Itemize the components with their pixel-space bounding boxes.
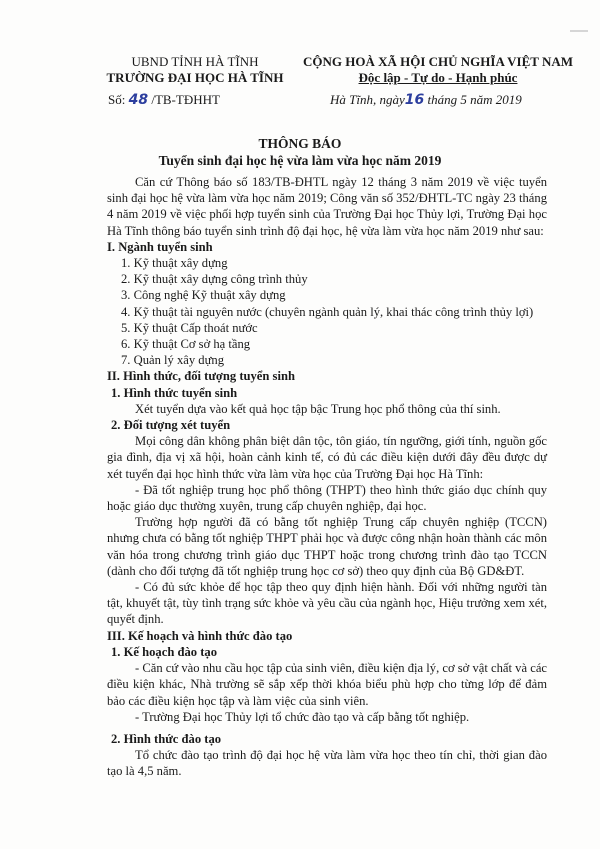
document-title: THÔNG BÁO xyxy=(258,136,342,151)
section-2-heading: II. Hình thức, đối tượng tuyển sinh xyxy=(107,369,295,384)
major-item: 1. Kỹ thuật xây dựng xyxy=(121,256,228,271)
training-form-paragraph: Tổ chức đào tạo trình độ đại học hệ vừa làm vừa học theo tín chỉ, thời gian đào tạo là 4,5 năm. xyxy=(107,748,547,779)
eligibility-paragraph: - Đã tốt nghiệp trung học phổ thông (THPT) theo hình thức giáo dục chính quy hoặc giáo dục thường xuyên, trung cấp chuyên nghiệp, đại học. xyxy=(107,482,547,514)
section-2-sub-1-heading: 1. Hình thức tuyển sinh xyxy=(111,385,238,400)
section-2-sub-1-text: Xét tuyển dựa vào kết quả học tập bậc Trung học phổ thông của thí sinh. xyxy=(135,401,501,416)
document-subtitle: Tuyển sinh đại học hệ vừa làm vừa học năm 2019 xyxy=(158,153,442,168)
intro-paragraph: Căn cứ Thông báo số 183/TB-ĐHTL ngày 12 tháng 3 năm 2019 về việc tuyển sinh đại học hệ vừa làm vừa học năm 2019; Công văn số 352/ĐHTL-TC ngày 23 tháng 4 năm 2019 về việc phối hợp tuyển sinh của Trường Đại học Thủy lợi, Trường Đại học Hà Tĩnh thông báo tuyển sinh trình độ đại học, hệ vừa làm vừa học năm 2019 như sau: xyxy=(107,175,547,238)
document-number-label: Số: xyxy=(108,92,126,107)
national-motto: Độc lập - Tự do - Hạnh phúc xyxy=(358,70,518,85)
section-1-heading: I. Ngành tuyển sinh xyxy=(107,239,213,254)
eligibility-paragraph: - Có đủ sức khỏe để học tập theo quy định hiện hành. Đối với những người tàn tật, khuyết tật, tùy tình trạng sức khỏe và yêu cầu của ngành học, Hiệu trưởng xem xét, quyết định. xyxy=(107,580,547,627)
national-title: CỘNG HOÀ XÃ HỘI CHỦ NGHĨA VIỆT NAM xyxy=(302,54,574,69)
training-plan-paragraph: - Căn cứ vào nhu cầu học tập của sinh viên, điều kiện địa lý, cơ sở vật chất và các điều kiện khác, Nhà trường sẽ sắp xếp thời khóa biểu phù hợp cho từng lớp để đảm bảo các điều kiện học tập và làm việc của sinh viên. xyxy=(107,661,547,708)
document-number-handwritten: 48 xyxy=(128,92,149,108)
major-item: 7. Quản lý xây dựng xyxy=(121,353,225,368)
document-number xyxy=(108,92,220,108)
date-day-handwritten: 16 xyxy=(404,92,425,108)
date-suffix: tháng 5 năm 2019 xyxy=(427,92,522,107)
major-item: 6. Kỹ thuật Cơ sở hạ tầng xyxy=(121,337,251,352)
training-plan-paragraph: - Trường Đại học Thủy lợi tổ chức đào tạo và cấp bằng tốt nghiệp. xyxy=(135,709,470,724)
issuer-name-text: TRƯỜNG ĐẠI HỌC HÀ TĨNH xyxy=(106,70,284,85)
major-item: 4. Kỹ thuật tài nguyên nước (chuyên ngành quản lý, khai thác công trình thủy lợi) xyxy=(121,304,534,319)
issuer-block xyxy=(95,54,295,86)
document-number-suffix: /TB-TĐHHT xyxy=(151,92,220,107)
issuer-authority: UBND TỈNH HÀ TĨNH xyxy=(131,54,259,69)
section-3-heading: III. Kế hoạch và hình thức đào tạo xyxy=(107,628,293,643)
section-3-sub-1-heading: 1. Kế hoạch đào tạo xyxy=(111,644,218,659)
date-prefix: Hà Tĩnh, ngày xyxy=(330,92,405,107)
major-item: 3. Công nghệ Kỹ thuật xây dựng xyxy=(121,288,286,303)
issuer-name xyxy=(95,70,295,86)
document-date xyxy=(330,92,522,108)
eligibility-paragraph: Trường hợp người đã có bằng tốt nghiệp Trung cấp chuyên nghiệp (TCCN) nhưng chưa có bằng tốt nghiệp THPT phải học và được công nhận hoàn thành các môn văn hóa trong chương trình giáo dục THPT hoặc trong chương trình đào tạo TCCN (dành cho đối tượng đã tốt nghiệp trung học cơ sở) theo quy định của Bộ GD&ĐT. xyxy=(107,515,547,578)
major-item: 5. Kỹ thuật Cấp thoát nước xyxy=(121,320,258,335)
section-2-sub-2-heading: 2. Đối tượng xét tuyển xyxy=(111,418,231,433)
section-3-sub-2-heading: 2. Hình thức đào tạo xyxy=(111,731,222,746)
major-item: 2. Kỹ thuật xây dựng công trình thủy xyxy=(121,272,308,287)
eligibility-paragraph: Mọi công dân không phân biệt dân tộc, tôn giáo, tín ngưỡng, giới tính, nguồn gốc gia đình, địa vị xã hội, hoàn cảnh kinh tế, có đủ các điều kiện dưới đây đều được dự xét tuyển đại học hình thức vừa làm vừa học của Trường Đại học Hà Tĩnh: xyxy=(107,434,547,481)
document-body xyxy=(107,174,547,780)
scan-mark xyxy=(570,30,588,32)
national-motto-block xyxy=(288,54,588,86)
